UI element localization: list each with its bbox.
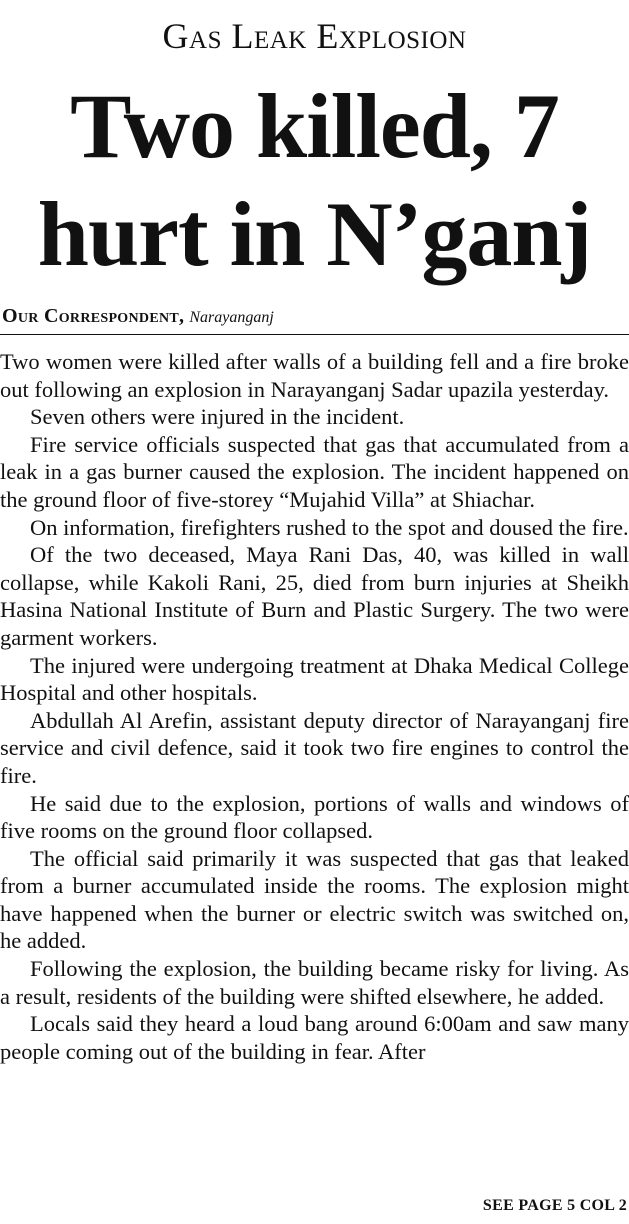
article-paragraph: On information, firefighters rushed to the spot and doused the fire. xyxy=(30,514,629,540)
byline-divider xyxy=(0,334,629,335)
article-paragraph: Two women were killed after walls of a building fell and a fire broke out following an explosion in Narayanganj Sadar upazila yesterday. xyxy=(0,349,629,402)
article-paragraph: The injured were undergoing treatment at Dhaka Medical College Hospital and other hospitals. xyxy=(0,652,629,706)
article-paragraph: Locals said they heard a loud bang around 6:00am and saw many people coming out of the building in fear. After xyxy=(0,1011,629,1064)
byline-place: Narayanganj xyxy=(189,309,274,326)
article-paragraph: Fire service officials suspected that gas that accumulated from a leak in a gas burner caused the explosion. The incident happened on the ground floor of five-storey “Mujahid Villa” at Shiachar. xyxy=(0,431,629,512)
article-paragraph: The official said primarily it was suspected that gas that leaked from a burner accumulated inside the rooms. The explosion might have happened when the burner or electric switch was switched on, he added. xyxy=(0,845,629,954)
headline-line-2: hurt in N’ganj xyxy=(37,183,592,285)
article-body xyxy=(0,348,629,1065)
headline-line-1: Two killed, 7 xyxy=(70,75,559,177)
article-kicker: Gas Leak Explosion xyxy=(162,16,467,56)
byline-name: Our Correspondent, xyxy=(2,305,185,327)
article-paragraph: Of the two deceased, Maya Rani Das, 40, was killed in wall collapse, while Kakoli Rani, 25, died from burn injuries at Sheikh Hasina National Institute of Burn and Plastic Surgery. The two were garment workers. xyxy=(0,542,629,650)
article-paragraph: Abdullah Al Arefin, assistant deputy director of Narayanganj fire service and civil defence, said it took two fire engines to control the fire. xyxy=(0,707,629,788)
article-paragraph: Seven others were injured in the incident. xyxy=(30,404,405,430)
article-paragraph: He said due to the explosion, portions of walls and windows of five rooms on the ground floor collapsed. xyxy=(0,790,629,844)
byline xyxy=(2,304,274,330)
continued-jump-line: SEE PAGE 5 COL 2 xyxy=(482,1197,627,1214)
article-headline xyxy=(0,72,629,288)
article-paragraph: Following the explosion, the building became risky for living. As a result, residents of the building were shifted elsewhere, he added. xyxy=(0,956,629,1009)
